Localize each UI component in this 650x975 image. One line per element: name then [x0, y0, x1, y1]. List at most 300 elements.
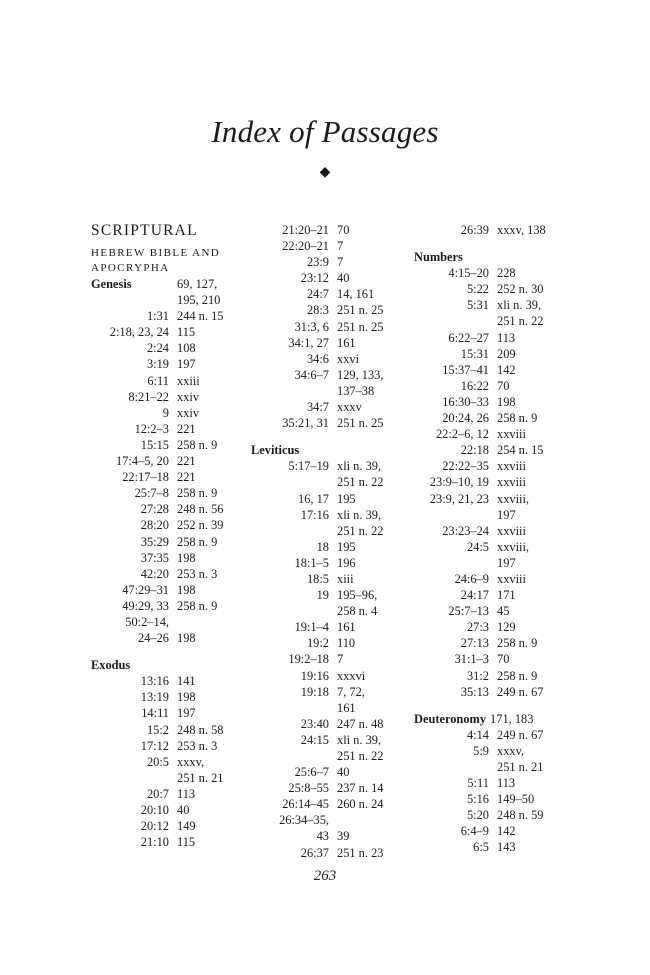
- index-entry: [414, 759, 579, 775]
- passage-ref: 4:15–20: [448, 266, 489, 281]
- page-refs: 197: [177, 706, 196, 721]
- subsection-heading: HEBREW BIBLE AND: [91, 247, 221, 259]
- passage-ref: 20:7: [146, 786, 169, 801]
- passage-ref: 37:35: [140, 550, 169, 565]
- page-refs: 115: [177, 835, 196, 850]
- index-entry: [414, 458, 579, 474]
- index-entry: [414, 684, 579, 700]
- index-entry: [414, 410, 579, 426]
- page-refs: 40: [337, 271, 350, 286]
- page-refs: 198: [177, 690, 196, 705]
- passage-ref: [91, 292, 169, 308]
- passage-ref: 23:23–24: [442, 523, 489, 538]
- passage-ref: 15:15: [140, 437, 169, 452]
- page-refs: 198: [177, 550, 196, 565]
- index-entry: [91, 292, 251, 308]
- passage-ref: 42:20: [140, 566, 169, 581]
- index-entry: [251, 458, 411, 474]
- page-refs: xxviii,: [497, 539, 530, 554]
- passage-ref: 22:17–18: [122, 470, 169, 485]
- page-refs: 7: [337, 652, 344, 667]
- passage-ref: [251, 474, 329, 490]
- exodus-entries-continued: [251, 222, 411, 431]
- leviticus-entries-continued: [414, 222, 579, 238]
- index-column-3: [414, 222, 579, 856]
- page-refs: 143: [497, 840, 516, 855]
- index-entry: [91, 437, 251, 453]
- passage-ref: 20:5: [146, 754, 169, 769]
- passage-ref: 5:31: [466, 298, 489, 313]
- passage-ref: 25:6–7: [294, 765, 329, 780]
- index-entry: [414, 555, 579, 571]
- index-column-2: [251, 222, 411, 861]
- index-entry: [414, 839, 579, 855]
- index-entry: [251, 415, 411, 431]
- index-entry: [414, 791, 579, 807]
- page-refs: xxviii: [497, 523, 526, 538]
- index-column-1: [91, 222, 251, 850]
- index-entry: [251, 351, 411, 367]
- index-entry: [414, 426, 579, 442]
- page-refs: xxxv: [337, 400, 362, 415]
- page-refs: xxviii,: [497, 491, 530, 506]
- index-entry: [91, 705, 251, 721]
- index-entry: [251, 367, 411, 383]
- index-entry: [251, 780, 411, 796]
- passage-ref: 5:17–19: [288, 459, 329, 474]
- page-refs: 142: [497, 362, 516, 377]
- page-refs: 113: [497, 776, 516, 791]
- index-entry: [91, 453, 251, 469]
- page-refs: 258 n. 9: [177, 534, 218, 549]
- page-refs: 251 n. 22: [497, 314, 544, 329]
- passage-ref: 23:12: [300, 271, 329, 286]
- index-entry: [414, 265, 579, 281]
- page-refs: xxviii: [497, 427, 526, 442]
- passage-ref: 1:31: [146, 309, 169, 324]
- passage-ref: 13:19: [140, 690, 169, 705]
- index-entry: [91, 469, 251, 485]
- index-entry: [91, 802, 251, 818]
- page-refs: 149: [177, 819, 196, 834]
- page-refs: 248 n. 59: [497, 808, 544, 823]
- page-refs: 115: [177, 325, 196, 340]
- page-refs: 110: [337, 636, 356, 651]
- page-refs: xxxv,: [177, 754, 205, 769]
- passage-ref: 20:12: [140, 819, 169, 834]
- passage-ref: 23:40: [300, 716, 329, 731]
- index-entry: [414, 807, 579, 823]
- passage-ref: [251, 748, 329, 764]
- page-refs: 251 n. 21: [177, 770, 224, 785]
- index-entry: [91, 673, 251, 689]
- page-refs: 247 n. 48: [337, 716, 384, 731]
- page-refs: 171: [497, 588, 516, 603]
- page-refs: 251 n. 25: [337, 416, 384, 431]
- index-entry: [251, 507, 411, 523]
- page-refs: xli n. 39,: [497, 298, 542, 313]
- index-entry: [414, 491, 579, 507]
- numbers-entries: [414, 265, 579, 700]
- page-refs: 221: [177, 454, 196, 469]
- index-entry: [91, 689, 251, 705]
- passage-ref: 5:22: [466, 282, 489, 297]
- passage-ref: 27:3: [466, 620, 489, 635]
- page-refs: 142: [497, 824, 516, 839]
- passage-ref: 16, 17: [298, 491, 329, 506]
- page-refs: 108: [177, 341, 196, 356]
- index-entry: [91, 373, 251, 389]
- page-refs: 197: [497, 555, 516, 570]
- index-entry: [251, 474, 411, 490]
- page-title: Index of Passages: [211, 114, 439, 149]
- passage-ref: 22:20–21: [282, 239, 329, 254]
- index-entry: [251, 619, 411, 635]
- index-entry: [251, 603, 411, 619]
- passage-ref: 17:16: [300, 507, 329, 522]
- book-heading: Leviticus: [251, 443, 300, 458]
- index-entry: [251, 302, 411, 318]
- passage-ref: 6:22–27: [448, 330, 489, 345]
- page-refs: 248 n. 58: [177, 722, 224, 737]
- index-entry: [91, 550, 251, 566]
- page-refs: 258 n. 9: [177, 437, 218, 452]
- passage-ref: 34:6: [306, 351, 329, 366]
- page-refs: 197: [177, 357, 196, 372]
- passage-ref: 2:24: [146, 341, 169, 356]
- index-entry: [414, 297, 579, 313]
- deuteronomy-entries: [414, 727, 579, 856]
- passage-ref: 5:9: [473, 743, 489, 758]
- passage-ref: 6:5: [473, 840, 489, 855]
- index-entry: [91, 501, 251, 517]
- index-entry: [91, 834, 251, 850]
- index-entry: [91, 308, 251, 324]
- page-refs: 113: [177, 786, 196, 801]
- index-entry: [414, 442, 579, 458]
- index-entry: [414, 346, 579, 362]
- passage-ref: [91, 770, 169, 786]
- page-refs: 221: [177, 421, 196, 436]
- passage-ref: 35:21, 31: [282, 416, 329, 431]
- index-entry: [251, 270, 411, 286]
- passage-ref: 15:31: [460, 346, 489, 361]
- page-refs: 251 n. 25: [337, 319, 384, 334]
- passage-ref: 12:2–3: [134, 421, 169, 436]
- passage-ref: 19:16: [300, 668, 329, 683]
- passage-ref: 20:10: [140, 803, 169, 817]
- index-entry: [414, 571, 579, 587]
- page-refs: xxxvi: [337, 668, 366, 683]
- book-heading: Deuteronomy: [414, 711, 487, 726]
- page-refs: xxiv: [177, 405, 200, 420]
- index-entry: [91, 534, 251, 550]
- passage-ref: 34:7: [306, 400, 329, 415]
- page-refs: 253 n. 3: [177, 566, 218, 581]
- page-refs: xiii: [337, 571, 354, 586]
- passage-ref: 43: [316, 829, 329, 844]
- page-refs: 260 n. 24: [337, 797, 384, 812]
- index-entry: [414, 330, 579, 346]
- passage-ref: 5:20: [466, 808, 489, 823]
- passage-ref: 5:16: [466, 792, 489, 807]
- passage-ref: 24–26: [138, 631, 169, 646]
- page-refs: 195–96,: [337, 588, 378, 603]
- page-refs: 129: [497, 620, 516, 635]
- index-entry: [251, 555, 411, 571]
- index-entry: [91, 356, 251, 372]
- page-refs: 258 n. 9: [497, 636, 538, 651]
- passage-ref: 9: [162, 405, 169, 420]
- index-entry: [91, 389, 251, 405]
- page-refs: xxviii: [497, 459, 526, 474]
- index-entry: [414, 743, 579, 759]
- passage-ref: 25:8–55: [288, 781, 329, 796]
- page-refs: 161: [337, 620, 356, 635]
- page-refs: 258 n. 4: [337, 604, 378, 619]
- page-refs: 228: [497, 266, 516, 281]
- passage-ref: 31:3, 6: [294, 319, 329, 334]
- passage-ref: 26:39: [460, 223, 489, 237]
- page-refs: 253 n. 3: [177, 738, 218, 753]
- page-refs: 149–50: [497, 792, 535, 807]
- leviticus-entries: [251, 458, 411, 860]
- passage-ref: 31:2: [466, 668, 489, 683]
- page-refs: 198: [177, 582, 196, 597]
- page-refs: xxiv: [177, 389, 200, 404]
- passage-ref: 19:18: [300, 684, 329, 699]
- page-refs: 252 n. 39: [177, 518, 224, 533]
- page-refs: xli n. 39,: [337, 459, 382, 474]
- passage-ref: 19:2: [306, 636, 329, 651]
- page-refs: 14, 161: [337, 287, 375, 302]
- page-refs: 40: [337, 765, 350, 780]
- index-entry: [91, 630, 251, 646]
- page-refs: 251 n. 25: [337, 303, 384, 318]
- page-refs: xxviii: [497, 571, 526, 586]
- index-entry: [251, 748, 411, 764]
- index-entry: [414, 635, 579, 651]
- passage-ref: 2:18, 23, 24: [109, 325, 169, 340]
- passage-ref: [414, 759, 489, 775]
- page-refs: 251 n. 22: [337, 475, 384, 490]
- page-refs: 209: [497, 346, 516, 361]
- page-refs: xli n. 39,: [337, 507, 382, 522]
- passage-ref: [251, 383, 329, 399]
- passage-ref: 26:14–45: [282, 797, 329, 812]
- index-entry: [251, 732, 411, 748]
- page-refs: 251 n. 21: [497, 760, 544, 774]
- index-entry: [91, 582, 251, 598]
- page-refs: 196: [337, 555, 356, 570]
- page-refs: 254 n. 15: [497, 443, 544, 458]
- passage-ref: 13:16: [140, 674, 169, 689]
- index-entry: [251, 845, 411, 861]
- page-refs: 137–38: [337, 383, 375, 398]
- passage-ref: 22:22–35: [442, 459, 489, 474]
- passage-ref: 26:34–35,: [279, 813, 329, 828]
- page-refs: 249 n. 67: [497, 684, 544, 699]
- passage-ref: 6:4–9: [460, 824, 489, 839]
- book-entry-genesis: [91, 276, 251, 292]
- page-refs: xxviii: [497, 475, 526, 490]
- index-entry: [414, 378, 579, 394]
- passage-ref: 15:2: [146, 722, 169, 737]
- passage-ref: [414, 555, 489, 571]
- page-refs: 244 n. 15: [177, 309, 224, 324]
- index-entry: [251, 286, 411, 302]
- passage-ref: 18:1–5: [294, 555, 329, 570]
- page-refs: xxvi: [337, 351, 360, 366]
- index-entry: [414, 507, 579, 523]
- passage-ref: 23:9, 21, 23: [429, 491, 489, 506]
- page-number: 263: [313, 868, 337, 884]
- passage-ref: 19: [316, 588, 329, 603]
- index-entry: [251, 491, 411, 507]
- passage-ref: 18: [316, 539, 329, 554]
- page-refs: [329, 812, 337, 828]
- page-refs: 70: [497, 378, 510, 393]
- book-entry-deuteronomy: [414, 711, 579, 727]
- index-entry: [251, 254, 411, 270]
- passage-ref: [251, 523, 329, 539]
- passage-ref: 16:22: [460, 378, 489, 393]
- passage-ref: 28:20: [140, 518, 169, 533]
- page-refs: xxxv, 138: [497, 223, 546, 237]
- subsection-heading: APOCRYPHA: [91, 262, 170, 274]
- index-entry: [251, 812, 411, 828]
- passage-ref: 19:2–18: [288, 652, 329, 667]
- index-entry: [414, 727, 579, 743]
- index-entry: [91, 517, 251, 533]
- page-refs: 129, 133,: [337, 367, 384, 382]
- page-refs: 39: [337, 829, 350, 844]
- page-refs: 195: [337, 491, 356, 506]
- page-refs: 171, 183: [490, 711, 534, 726]
- index-entry: [251, 539, 411, 555]
- index-entry: [251, 222, 411, 238]
- page-refs: 195, 210: [177, 293, 221, 308]
- exodus-entries: [91, 673, 251, 850]
- passage-ref: 31:1–3: [454, 652, 489, 667]
- index-entry: [251, 651, 411, 667]
- page-refs: 7, 72,: [337, 684, 365, 699]
- passage-ref: 16:30–33: [442, 394, 489, 409]
- passage-ref: 6:11: [147, 373, 169, 388]
- index-entry: [414, 823, 579, 839]
- index-entry: [91, 598, 251, 614]
- passage-ref: 49:29, 33: [122, 598, 169, 613]
- passage-ref: 23:9: [306, 255, 329, 270]
- page-refs: xxxv,: [497, 743, 525, 758]
- index-entry: [251, 319, 411, 335]
- passage-ref: 21:10: [140, 835, 169, 850]
- passage-ref: 17:4–5, 20: [115, 454, 169, 469]
- passage-ref: 50:2–14,: [125, 614, 169, 629]
- passage-ref: 21:20–21: [282, 223, 329, 237]
- index-entry: [251, 399, 411, 415]
- passage-ref: 34:6–7: [294, 367, 329, 382]
- index-entry: [91, 754, 251, 770]
- page-refs: 251 n. 22: [337, 749, 384, 763]
- passage-ref: 3:19: [146, 357, 169, 372]
- passage-ref: 25:7–13: [448, 604, 489, 619]
- page-refs: 70: [497, 652, 510, 667]
- passage-ref: 47:29–31: [122, 582, 169, 597]
- index-entry: [414, 523, 579, 539]
- page-refs: 141: [177, 674, 196, 689]
- passage-ref: [251, 700, 329, 716]
- index-entry: [91, 722, 251, 738]
- index-entry: [251, 764, 411, 780]
- index-entry: [251, 238, 411, 254]
- index-entry: [251, 383, 411, 399]
- index-entry: [414, 775, 579, 791]
- passage-ref: 24:5: [466, 539, 489, 554]
- passage-ref: 15:37–41: [442, 362, 489, 377]
- passage-ref: 24:7: [306, 287, 329, 302]
- index-entry: [251, 668, 411, 684]
- section-heading: SCRIPTURAL: [91, 222, 198, 239]
- passage-ref: 8:21–22: [128, 389, 169, 404]
- index-entry: [414, 313, 579, 329]
- passage-ref: 35:13: [460, 684, 489, 699]
- index-entry: [414, 668, 579, 684]
- passage-ref: 20:24, 26: [442, 411, 489, 426]
- index-entry: [91, 485, 251, 501]
- page-refs: 221: [177, 470, 196, 485]
- book-heading: Exodus: [91, 658, 131, 673]
- page-refs: xli n. 39,: [337, 732, 382, 747]
- index-entry: [414, 587, 579, 603]
- index-entry: [414, 651, 579, 667]
- index-entry: [251, 828, 411, 844]
- passage-ref: 27:28: [140, 502, 169, 517]
- page-refs: 258 n. 9: [497, 668, 538, 683]
- index-entry: [251, 587, 411, 603]
- passage-ref: 34:1, 27: [288, 335, 329, 350]
- index-entry: [414, 222, 579, 238]
- page-refs: 161: [337, 335, 356, 350]
- passage-ref: [414, 313, 489, 329]
- index-entry: [91, 614, 251, 630]
- page-refs: [169, 614, 177, 630]
- passage-ref: 28:3: [306, 303, 329, 318]
- passage-ref: 23:9–10, 19: [429, 475, 489, 490]
- passage-ref: 24:17: [460, 588, 489, 603]
- passage-ref: 25:7–8: [134, 486, 169, 501]
- passage-ref: 35:29: [140, 534, 169, 549]
- passage-ref: 17:12: [140, 738, 169, 753]
- index-entry: [251, 796, 411, 812]
- page-refs: 113: [497, 330, 516, 345]
- index-entry: [91, 405, 251, 421]
- index-entry: [91, 818, 251, 834]
- page-refs: 251 n. 22: [337, 523, 384, 538]
- book-heading: Numbers: [414, 250, 463, 265]
- page-refs: 198: [177, 631, 196, 646]
- index-entry: [414, 281, 579, 297]
- passage-ref: 24:15: [300, 732, 329, 747]
- passage-ref: [251, 603, 329, 619]
- index-entry: [251, 571, 411, 587]
- passage-ref: [414, 507, 489, 523]
- index-entry: [414, 603, 579, 619]
- passage-ref: 5:11: [467, 776, 489, 791]
- passage-ref: 4:14: [466, 727, 489, 742]
- ornament-diamond-icon: ◆: [319, 165, 331, 180]
- index-entry: [414, 362, 579, 378]
